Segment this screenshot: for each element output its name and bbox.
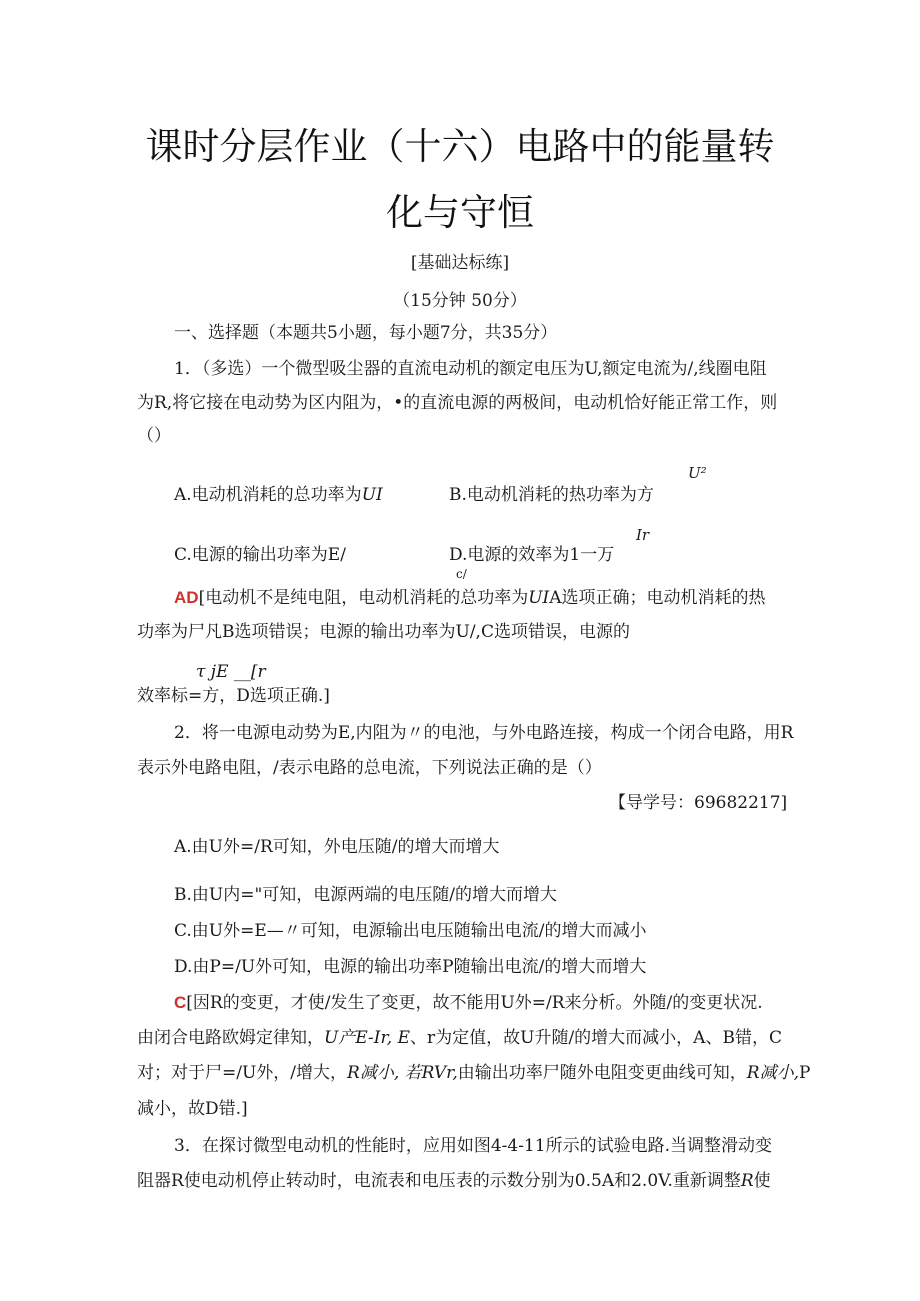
- q1-answer-label: AD: [174, 588, 199, 607]
- q2-answer-var-3b: R减小,: [746, 1063, 799, 1083]
- q3-stem-text-2a: 阻器R使电动机停止转动时，电流表和电压表的示数分别为0.5A和2.0V.重新调整: [137, 1171, 741, 1191]
- q1-fraction-top: U²: [688, 464, 707, 482]
- q1-answer-line-2: 功率为尸凡B选项错误；电源的输出功率为U/,C选项错误，电源的: [137, 622, 630, 642]
- q2-stem-line-2: 表示外电路电阻，/表示电路的总电流，下列说法正确的是（）: [137, 758, 602, 778]
- q2-option-d: D.由P=/U外可知，电源的输出功率P随输出电流/的增大而增大: [174, 957, 647, 977]
- page-title-line-1: 课时分层作业（十六）电路中的能量转: [145, 125, 775, 168]
- q2-answer-var-3: R减小, 若RVr,: [347, 1063, 458, 1083]
- q3-stem-text-2b: 使: [753, 1171, 771, 1191]
- q1-fraction-ir: Ir: [636, 526, 650, 544]
- q1-answer-var: UI: [528, 588, 550, 608]
- q1-answer-text-1b: A选项正确；电动机消耗的热: [549, 588, 766, 608]
- q2-answer-text-3a: 对；对于尸=/U外，/增大，: [137, 1063, 348, 1083]
- q1-option-c: C.电源的输出功率为E/: [174, 545, 346, 565]
- q1-option-d-sub: c/: [456, 567, 467, 581]
- q2-answer-text-3b: 由输出功率尸随外电阻变更曲线可知，: [457, 1063, 747, 1083]
- q2-answer-line-4: 减小，故D错.]: [137, 1099, 248, 1119]
- q2-answer-var-2: U产E-Ir, E: [324, 1028, 410, 1048]
- q2-guide-number: 【导学号：69682217]: [609, 793, 788, 813]
- q2-answer-label: C: [174, 993, 187, 1012]
- q3-stem-var: R: [740, 1171, 754, 1191]
- q2-option-c: C.由U外=E—〃可知，电源输出电压随输出电流/的增大而减小: [174, 921, 647, 941]
- q2-answer-text-2a: 由闭合电路欧姆定律知，: [137, 1028, 324, 1048]
- q2-answer-line-3: [137, 1062, 810, 1084]
- q1-answer-text-1: [电动机不是纯电阻，电动机消耗的总功率为: [198, 588, 529, 608]
- q1-option-b: B.电动机消耗的热功率为方: [449, 485, 654, 505]
- q1-answer-line-3: 效率标=方，D选项正确.]: [137, 686, 330, 706]
- q1-stem-line-2: 为R,将它接在电动势为区内阻为，•的直流电源的两极间，电动机恰好能正常工作，则: [137, 393, 778, 413]
- q1-answer-line-1: [174, 587, 766, 609]
- q1-stem-line-1: 1．（多选）一个微型吸尘器的直流电动机的额定电压为U,额定电流为/,线圈电阻: [174, 359, 767, 379]
- q2-answer-text-2b: 、r为定值，故U升随/的增大而减小，A、B错，C: [410, 1028, 782, 1048]
- q2-answer-text-3c: P: [799, 1063, 811, 1083]
- q1-option-a: [174, 484, 383, 506]
- q2-stem-line-1: 2．将一电源电动势为E,内阻为〃的电池，与外电路连接，构成一个闭合电路，用R: [174, 723, 794, 743]
- time-note: （15分钟 50分）: [393, 291, 527, 311]
- q2-option-b: B.由U内="可知，电源两端的电压随/的增大而增大: [174, 885, 558, 905]
- q1-option-a-var: UI: [361, 485, 383, 505]
- q2-answer-line-1: [174, 992, 763, 1014]
- q2-option-a: A.由U外=/R可知，外电压随/的增大而增大: [174, 837, 500, 857]
- q1-stem-line-3: （）: [137, 426, 171, 446]
- page-title-line-2: 化与守恒: [386, 191, 534, 234]
- q2-answer-text-1: [因R的变更，才使/发生了变更，故不能用U外=/R来分析。外随/的变更状况.: [186, 993, 763, 1013]
- q2-answer-line-2: [137, 1027, 782, 1049]
- q3-stem-line-2: [137, 1170, 771, 1192]
- q1-option-a-text: A.电动机消耗的总功率为: [174, 485, 362, 505]
- q1-answer-formula: τ jE __[r: [196, 662, 266, 682]
- q3-stem-line-1: 3．在探讨微型电动机的性能时，应用如图4-4-11所示的试验电路.当调整滑动变: [174, 1136, 772, 1156]
- section-header: 一、选择题（本题共5小题，每小题7分，共35分）: [174, 323, 558, 343]
- q1-option-d: D.电源的效率为1一万: [449, 545, 615, 565]
- subtitle: [基础达标练]: [410, 253, 510, 273]
